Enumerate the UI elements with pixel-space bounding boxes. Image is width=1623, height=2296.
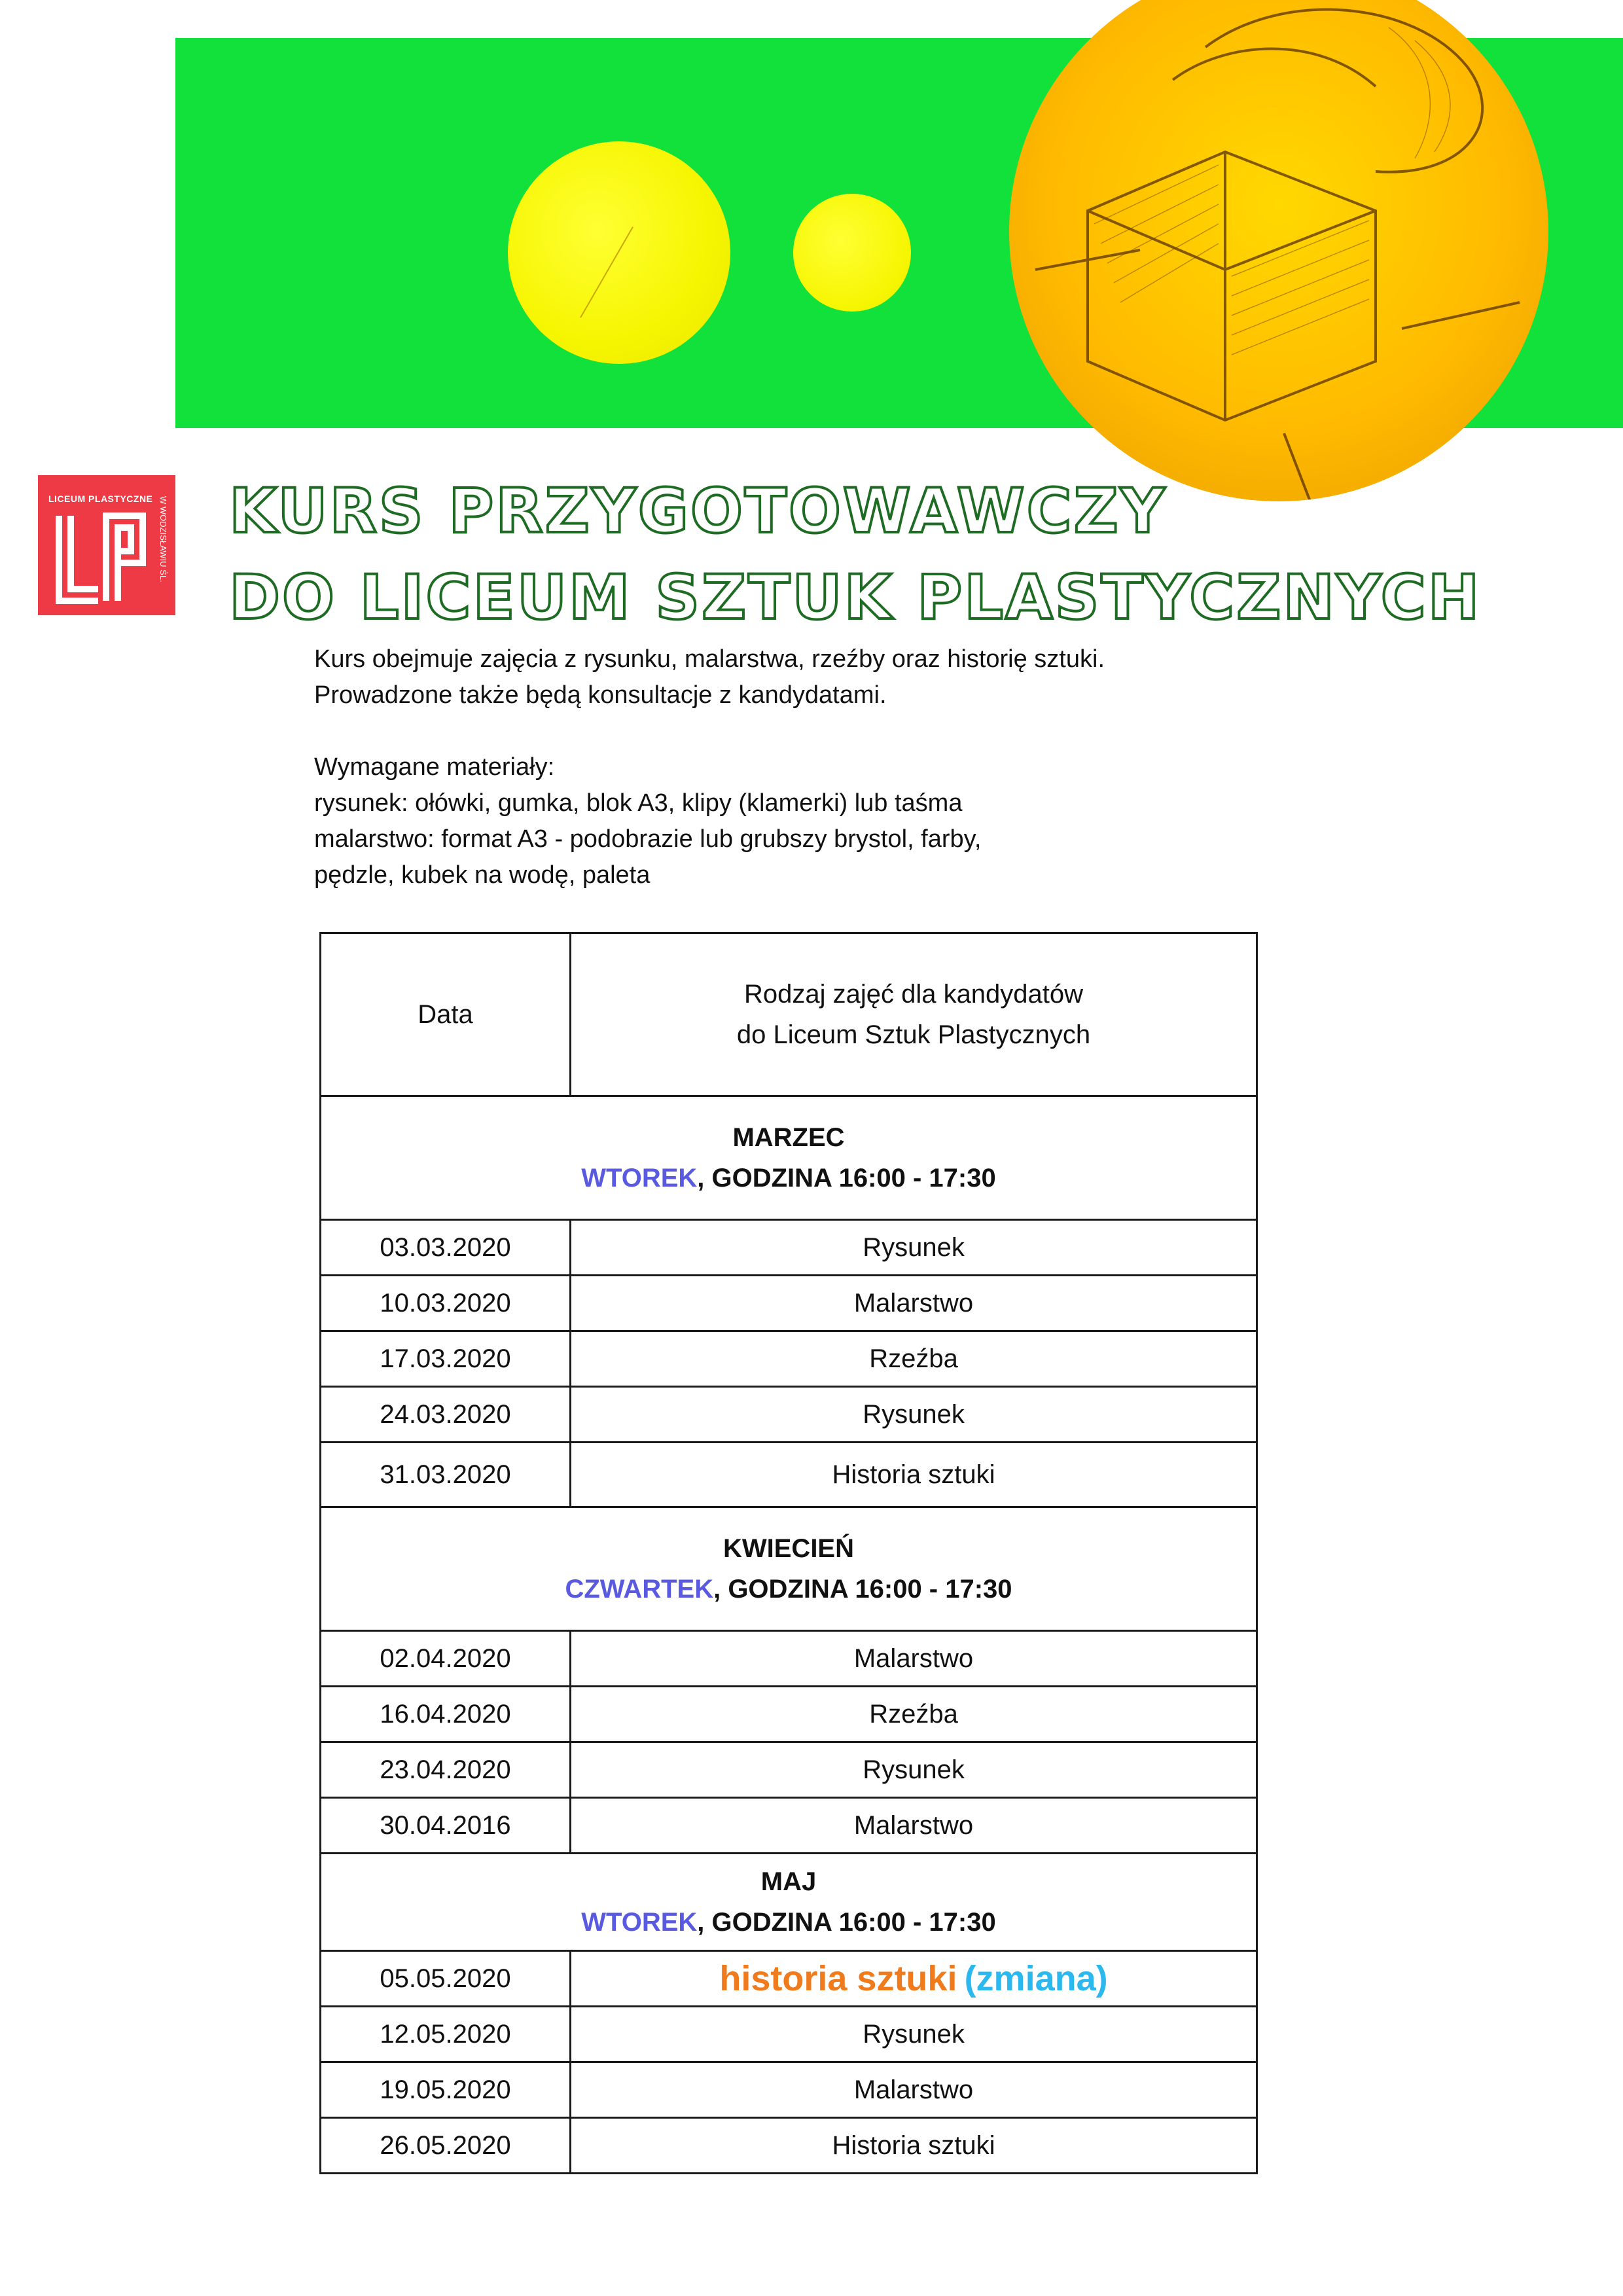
month-row-april (321, 1507, 1257, 1631)
month-schedule (321, 1569, 1256, 1609)
row-type: Historia sztuki (571, 1443, 1257, 1507)
row-date: 02.04.2020 (321, 1631, 571, 1687)
month-header (321, 1096, 1257, 1220)
table-row (321, 1276, 1257, 1331)
row-date: 17.03.2020 (321, 1331, 571, 1387)
row-date: 12.05.2020 (321, 2007, 571, 2062)
row-type: Rzeźba (571, 1687, 1257, 1742)
table-header-row (321, 933, 1257, 1096)
table-row (321, 1220, 1257, 1276)
row-date: 16.04.2020 (321, 1687, 571, 1742)
row-type: Rysunek (571, 1220, 1257, 1276)
row-type: Rzeźba (571, 1331, 1257, 1387)
table-row (321, 1443, 1257, 1507)
row-date: 24.03.2020 (321, 1387, 571, 1443)
row-date: 23.04.2020 (321, 1742, 571, 1798)
header-type-line-2: do Liceum Sztuk Plastycznych (736, 1020, 1091, 1049)
month-header (321, 1854, 1257, 1951)
logo-school-name: LICEUM PLASTYCZNE (48, 493, 153, 504)
row-date: 31.03.2020 (321, 1443, 571, 1507)
month-name: MAJ (760, 1867, 817, 1896)
decorative-circle-small (793, 194, 911, 312)
header-date: Data (321, 933, 571, 1096)
drawing-illustration (1009, 0, 1548, 501)
month-name: KWIECIEŃ (723, 1534, 854, 1563)
table-row (321, 1687, 1257, 1742)
schedule-table (319, 932, 1258, 2174)
table-row (321, 2062, 1257, 2118)
month-time: , GODZINA 16:00 - 17:30 (697, 1908, 996, 1937)
header-type (571, 933, 1257, 1096)
row-type: Rysunek (571, 1742, 1257, 1798)
month-schedule (321, 1158, 1256, 1198)
row-date: 10.03.2020 (321, 1276, 571, 1331)
materials-painting-2: pędzle, kubek na wodę, paleta (314, 861, 651, 889)
changed-subject: historia sztuki (719, 1959, 957, 1998)
row-type: Malarstwo (571, 1276, 1257, 1331)
month-time: , GODZINA 16:00 - 17:30 (697, 1164, 996, 1193)
month-name: MARZEC (732, 1123, 845, 1152)
header-type-line-1: Rodzaj zajęć dla kandydatów (743, 980, 1084, 1009)
intro-line-1: Kurs obejmuje zajęcia z rysunku, malarstwa, rzeźby oraz historię sztuki. (314, 645, 1105, 673)
change-note: (zmiana) (964, 1959, 1108, 1998)
row-type: Malarstwo (571, 1631, 1257, 1687)
lp-logo-icon (51, 509, 156, 607)
intro-text (314, 641, 1105, 893)
row-type: Rysunek (571, 1387, 1257, 1443)
row-date: 19.05.2020 (321, 2062, 571, 2118)
month-row-march (321, 1096, 1257, 1220)
row-date: 05.05.2020 (321, 1951, 571, 2007)
row-type-changed (571, 1951, 1257, 2007)
table-row (321, 1798, 1257, 1854)
month-row-may (321, 1854, 1257, 1951)
materials-drawing: rysunek: ołówki, gumka, blok A3, klipy (klamerki) lub taśma (314, 789, 963, 817)
table-row (321, 1387, 1257, 1443)
table-row (321, 1951, 1257, 2007)
table-row (321, 1331, 1257, 1387)
table-row (321, 1631, 1257, 1687)
table-row (321, 2118, 1257, 2174)
school-logo (38, 475, 175, 615)
table-row (321, 2007, 1257, 2062)
month-weekday: CZWARTEK (565, 1575, 714, 1604)
month-schedule (321, 1902, 1256, 1943)
title-line-2: DO LICEUM SZTUK PLASTYCZNYCH (229, 562, 1482, 634)
month-weekday: WTOREK (581, 1908, 698, 1937)
logo-city: W WODZISŁAWIU ŚL. (158, 496, 168, 583)
materials-painting-1: malarstwo: format A3 - podobrazie lub grubszy brystol, farby, (314, 825, 982, 853)
row-date: 26.05.2020 (321, 2118, 571, 2174)
title-line-1: KURS PRZYGOTOWAWCZY (229, 476, 1167, 547)
decorative-circle-large (508, 141, 730, 364)
row-type: Malarstwo (571, 1798, 1257, 1854)
row-date: 03.03.2020 (321, 1220, 571, 1276)
month-header (321, 1507, 1257, 1631)
row-date: 30.04.2016 (321, 1798, 571, 1854)
month-weekday: WTOREK (581, 1164, 698, 1193)
intro-line-2: Prowadzone także będą konsultacje z kandydatami. (314, 681, 887, 709)
materials-heading: Wymagane materiały: (314, 753, 555, 781)
table-row (321, 1742, 1257, 1798)
row-type: Rysunek (571, 2007, 1257, 2062)
month-time: , GODZINA 16:00 - 17:30 (713, 1575, 1012, 1604)
page-title (229, 469, 1481, 641)
row-type: Malarstwo (571, 2062, 1257, 2118)
row-type: Historia sztuki (571, 2118, 1257, 2174)
